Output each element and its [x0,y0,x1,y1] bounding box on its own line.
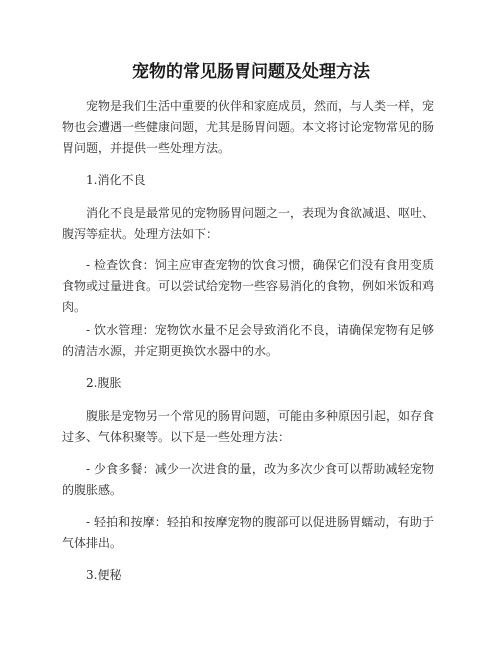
section-heading-indigestion: 1.消化不良 [86,173,146,187]
section-heading-constipation: 3.便秘 [86,568,122,582]
indigestion-tip-water: - 饮水管理：宠物饮水量不足会导致消化不良，请确保宠物有足够的清洁水源，并定期更换饮水器中的水。 [62,323,434,358]
bloating-tip-massage: - 轻拍和按摩：轻拍和按摩宠物的腹部可以促进肠胃蠕动，有助于气体排出。 [62,515,434,550]
indigestion-tip-diet: - 检查饮食：饲主应审查宠物的饮食习惯，确保它们没有食用变质食物或过量进食。可以尝试给宠物一些容易消化的食物，例如米饭和鸡肉。 [62,258,435,314]
document-title: 宠物的常见肠胃问题及处理方法 [132,62,370,82]
intro-paragraph: 宠物是我们生活中重要的伙伴和家庭成员，然而，与人类一样，宠物也会遭遇一些健康问题，尤其是肠胃问题。本文将讨论宠物常见的肠胃问题，并提供一些处理方法。 [62,99,435,155]
bloating-paragraph: 腹胀是宠物另一个常见的肠胃问题，可能由多种原因引起，如存食过多、气体积聚等。以下是一些处理方法： [62,409,435,444]
section-heading-bloating: 2.腹胀 [86,376,122,390]
indigestion-paragraph: 消化不良是最常见的宠物肠胃问题之一，表现为食欲减退、呕吐、腹泻等症状。处理方法如下： [62,206,435,241]
bloating-tip-meals: - 少食多餐：减少一次进食的量，改为多次少食可以帮助减轻宠物的腹胀感。 [62,462,434,497]
